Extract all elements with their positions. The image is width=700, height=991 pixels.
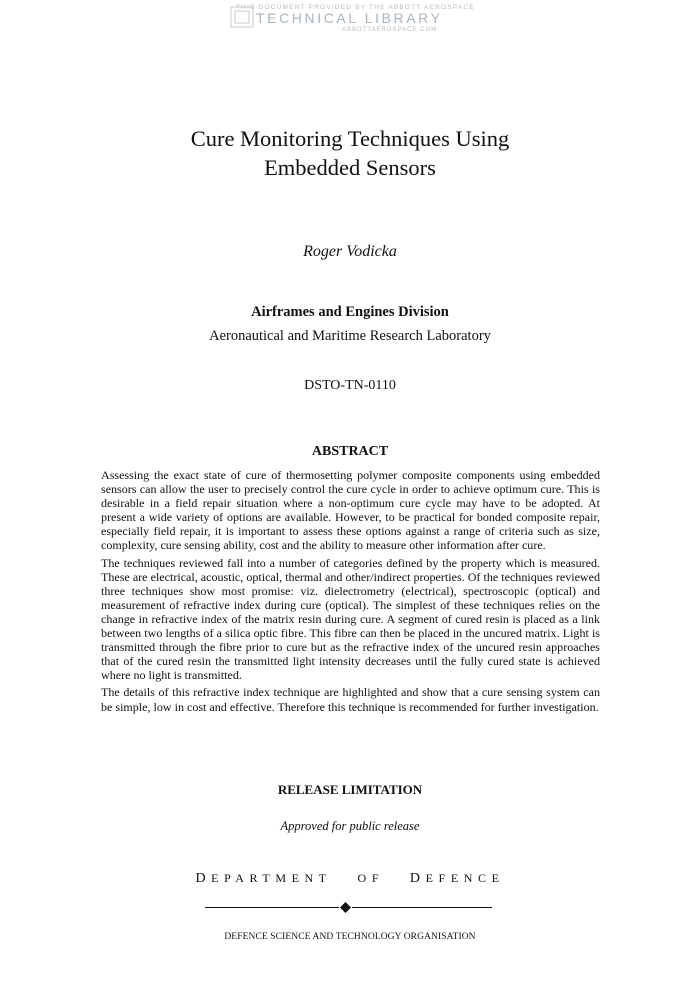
organisation-name: DEFENCE SCIENCE AND TECHNOLOGY ORGANISATION <box>224 932 476 942</box>
abstract-paragraph-3: The details of this refractive index technique are highlighted and show that a cure sensing system can be simple, low in cost and effective. Therefore this technique is recommended for further investigation. <box>101 685 600 714</box>
library-banner <box>0 2 700 36</box>
report-number: DSTO-TN-0110 <box>304 378 396 393</box>
abstract-paragraph-2: The techniques reviewed fall into a number of categories defined by the property which is measured. These are electrical, acoustic, optical, thermal and other/indirect properties. Of the techniques reviewed three techniques show most promise: viz. dielectrometry (electrical), spectroscopic (optical) and measurement of refractive index during cure (optical). The simplest of these techniques relies on the change in refractive index of the matrix resin during cure. A segment of cured resin is placed as a link between two lengths of a silica optic fibre. This fibre can then be placed in the uncured matrix. Light is transmitted through the fibre prior to cure but as the refractive index of the uncured resin approaches that of the cured resin the transmitted light intensity decreases until the fully cured state is achieved where no light is transmitted. <box>101 555 600 683</box>
division-name: Airframes and Engines Division <box>251 304 449 320</box>
divider-left <box>205 907 339 908</box>
abstract-paragraph-1: Assessing the exact state of cure of thermosetting polymer composite components using embedded sensors can allow the user to precisely control the cure cycle in order to achieve optimum cure. This is desirable in a field repair situation where a non-optimum cure cycle may have to be adopted. At present a wide variety of options are available. However, to be practical for bonded composite repair, especially field repair, it is important to assess these options against a range of criteria such as size, complexity, cure sensing ability, cost and the ability to measure other information after cure. <box>101 468 600 553</box>
department-of-defence: DEPARTMENT OF DEFENCE <box>195 871 505 886</box>
release-limitation-text: Approved for public release <box>280 819 420 833</box>
diamond-icon <box>340 902 351 913</box>
title-line-2: Embedded Sensors <box>264 155 436 180</box>
title-line-1: Cure Monitoring Techniques Using <box>190 126 510 151</box>
author-name: Roger Vodicka <box>303 243 397 260</box>
release-limitation-heading: RELEASE LIMITATION <box>277 782 423 797</box>
banner-provided-by: THIS DOCUMENT PROVIDED BY THE ABBOTT AEROSPACE <box>236 4 475 11</box>
abstract-body <box>101 468 600 717</box>
abstract-heading: ABSTRACT <box>311 444 389 459</box>
banner-library-name: TECHNICAL LIBRARY <box>256 10 443 26</box>
banner-website: ABBOTTAEROSPACE.COM <box>342 27 438 33</box>
document-title <box>0 124 700 182</box>
divider-right <box>352 907 492 908</box>
laboratory-name: Aeronautical and Maritime Research Laboratory <box>209 328 491 344</box>
